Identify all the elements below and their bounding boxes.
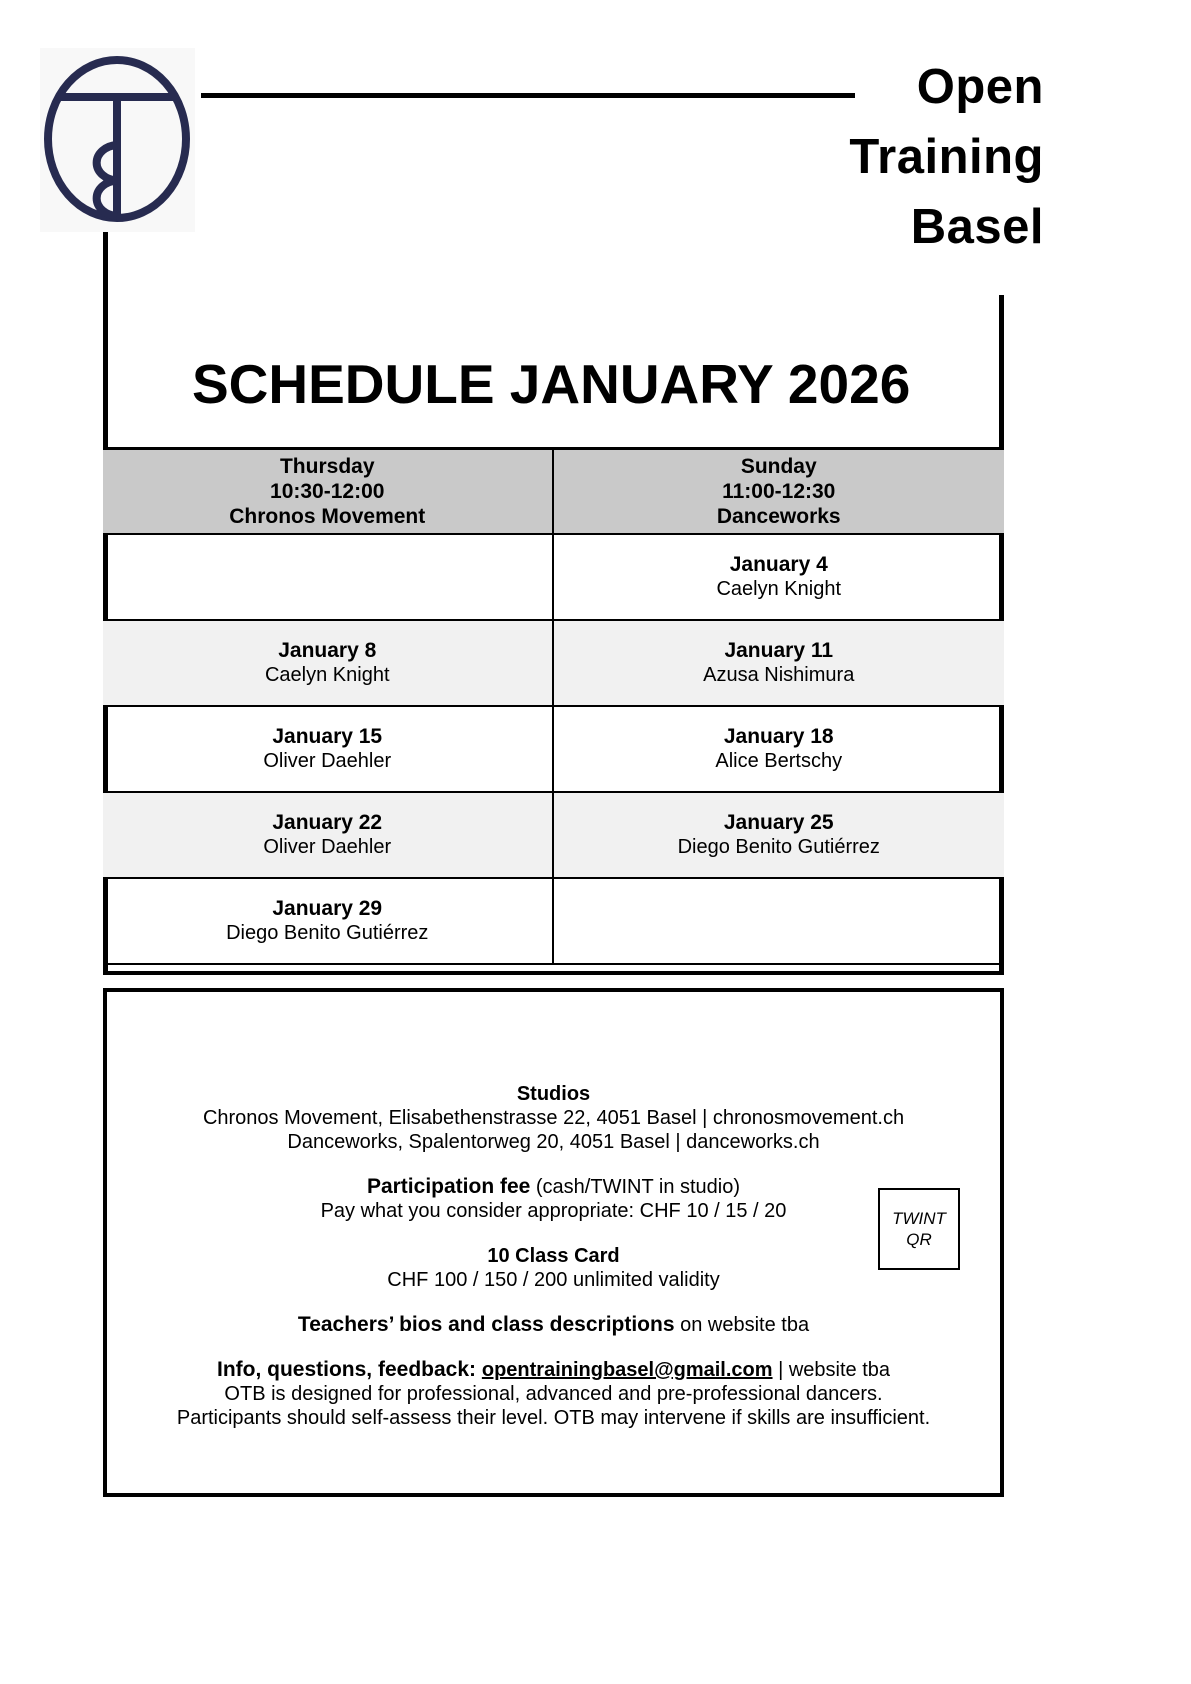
bios-line bbox=[107, 1313, 1000, 1337]
fee-section bbox=[107, 1175, 1000, 1223]
studios-section bbox=[107, 1082, 1000, 1154]
column-header-sunday bbox=[554, 450, 1005, 533]
studio-address-line: Danceworks, Spalentorweg 20, 4051 Basel | danceworks.ch bbox=[287, 1131, 820, 1153]
class-teacher: Azusa Nishimura bbox=[703, 664, 855, 686]
schedule-cell bbox=[554, 621, 1005, 705]
page-title: SCHEDULE JANUARY 2026 bbox=[192, 353, 911, 415]
class-date: January 8 bbox=[278, 639, 377, 662]
class-date: January 25 bbox=[723, 811, 834, 834]
class-teacher: Diego Benito Gutiérrez bbox=[226, 922, 429, 944]
class-card-heading: 10 Class Card bbox=[487, 1245, 620, 1267]
table-bottom-rule bbox=[103, 971, 1004, 975]
header-time: 11:00-12:30 bbox=[722, 480, 836, 503]
table-row bbox=[103, 793, 1004, 879]
schedule-cell bbox=[554, 707, 1005, 791]
table-row bbox=[103, 621, 1004, 707]
fee-heading-bold: Participation fee bbox=[366, 1175, 531, 1198]
contact-note-line: Participants should self-assess their level. OTB may intervene if skills are insufficient. bbox=[176, 1407, 931, 1429]
schedule-cell bbox=[103, 707, 554, 791]
otb-monogram-icon bbox=[40, 48, 195, 232]
schedule-cell bbox=[103, 793, 554, 877]
twint-qr-label: QR bbox=[906, 1230, 932, 1249]
schedule-cell-empty bbox=[554, 879, 1005, 963]
studio-address-line: Chronos Movement, Elisabethenstrasse 22, 4051 Basel | chronosmovement.ch bbox=[202, 1107, 905, 1129]
class-date: January 29 bbox=[272, 897, 383, 920]
header-day: Sunday bbox=[740, 455, 817, 478]
table-row bbox=[103, 707, 1004, 793]
class-date: January 11 bbox=[724, 639, 834, 662]
contact-line bbox=[107, 1358, 1000, 1382]
class-date: January 22 bbox=[272, 811, 383, 834]
twint-qr-label: TWINT bbox=[892, 1209, 946, 1228]
table-row bbox=[103, 879, 1004, 965]
contact-suffix: | website tba bbox=[772, 1359, 891, 1381]
class-date: January 15 bbox=[272, 725, 383, 748]
class-teacher: Oliver Daehler bbox=[263, 836, 392, 858]
class-date: January 18 bbox=[723, 725, 834, 748]
studios-heading: Studios bbox=[516, 1083, 591, 1105]
header-studio: Chronos Movement bbox=[229, 505, 426, 528]
header-time: 10:30-12:00 bbox=[270, 480, 385, 503]
class-teacher: Caelyn Knight bbox=[264, 664, 390, 686]
class-teacher: Oliver Daehler bbox=[263, 750, 392, 772]
brand-line: Open bbox=[916, 60, 1044, 114]
header-rule bbox=[201, 93, 855, 98]
schedule-cell bbox=[554, 793, 1005, 877]
otb-logo bbox=[40, 48, 195, 232]
fee-heading-rest: (cash/TWINT in studio) bbox=[530, 1176, 741, 1198]
contact-label: Info, questions, feedback: bbox=[216, 1358, 482, 1381]
email-link[interactable]: opentrainingbasel@gmail.com bbox=[481, 1359, 773, 1381]
brand-line: Basel bbox=[910, 200, 1044, 254]
schedule-cell bbox=[103, 621, 554, 705]
class-date: January 4 bbox=[729, 553, 828, 576]
schedule-cell bbox=[554, 535, 1005, 619]
class-teacher: Diego Benito Gutiérrez bbox=[677, 836, 880, 858]
class-card-line: CHF 100 / 150 / 200 unlimited validity bbox=[387, 1269, 720, 1291]
schedule-table bbox=[103, 447, 1004, 965]
schedule-cell bbox=[103, 879, 554, 963]
column-header-thursday bbox=[103, 450, 554, 533]
bios-rest: on website tba bbox=[674, 1314, 810, 1336]
header-studio: Danceworks bbox=[716, 505, 841, 528]
twint-qr-placeholder bbox=[878, 1188, 960, 1270]
fee-heading bbox=[107, 1175, 1000, 1199]
class-teacher: Caelyn Knight bbox=[716, 578, 842, 600]
info-panel bbox=[103, 988, 1004, 1497]
contact-section bbox=[107, 1358, 1000, 1430]
brand-name bbox=[849, 52, 1044, 262]
table-header-row bbox=[103, 450, 1004, 535]
brand-line: Training bbox=[849, 130, 1044, 184]
table-row bbox=[103, 535, 1004, 621]
bios-section bbox=[107, 1313, 1000, 1337]
class-card-section bbox=[107, 1244, 1000, 1292]
class-teacher: Alice Bertschy bbox=[715, 750, 843, 772]
contact-note-line: OTB is designed for professional, advanced and pre-professional dancers. bbox=[224, 1383, 883, 1405]
schedule-cell-empty bbox=[103, 535, 554, 619]
bios-bold: Teachers’ bios and class descriptions bbox=[297, 1313, 675, 1336]
header-day: Thursday bbox=[279, 455, 375, 478]
fee-line: Pay what you consider appropriate: CHF 10 / 15 / 20 bbox=[320, 1200, 787, 1222]
